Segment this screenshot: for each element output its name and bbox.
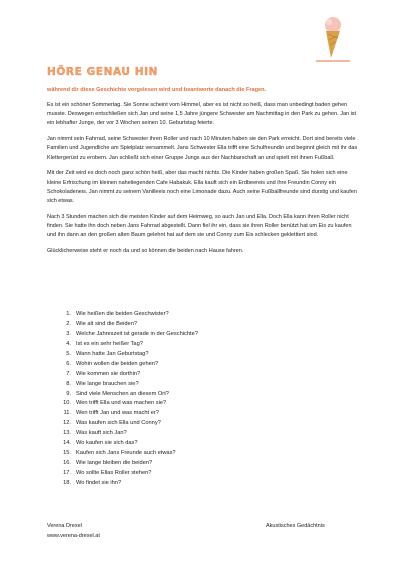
question-number: 15. [63, 450, 71, 457]
question-text: Sind viele Menschen an diesem Ort? [76, 390, 169, 397]
question-text: Wie lange bleiben die beiden? [76, 460, 153, 467]
question-number: 10. [63, 400, 71, 407]
story-paragraph: Mit der Zeit wird es doch noch ganz schön heiß, aber das macht nichts. Die Kinder haben großen Spaß. Sie holen sich eine kleine Erfrischung im kleinen naheliegenden Cafe Habakuk. Ella kauft sich ein Erdbeereis und ihre Freundin Conny ein Schokoladeneis. Jan nimmt zu seinem Vanilleeis noch eine Limonade dazu. Auch seine Fußballfreunde sind durstig und kaufen sich etwas. [47, 170, 357, 205]
story-paragraph: Glücklicherweise steht er noch da und so können die beiden nach Hause fahren. [47, 248, 244, 255]
question-number: 12. [63, 420, 71, 427]
question-number: 3. [66, 330, 71, 337]
question-text: Welche Jahreszeit ist gerade in der Geschichte? [76, 330, 198, 337]
question-list [59, 310, 319, 489]
story-text [47, 101, 359, 263]
question-number: 9. [66, 390, 71, 397]
story-paragraph: Nach 3 Stunden machen sich die meisten Kinder auf dem Heimweg, so auch Jan und Ella. Doch Ella kann ihren Roller nicht finden. Sie hatte ihn doch neben Jans Fahrrad abgestellt. Dann fiel ihr ein, dass sie ihren Roller benützt hat um Eis zu kaufen und ihn dann an den großen alten Baum gelehnt hat auf dem sie und Conny zum Eis schlecken gekletttert sind. [47, 213, 352, 239]
question-number: 1. [66, 311, 71, 317]
question-number: 14. [63, 440, 71, 447]
question-text: Wohin wollen die beiden gehen? [76, 360, 159, 367]
page-title: HÖRE GENAU HIN [47, 66, 159, 78]
question-item [59, 459, 319, 469]
question-item [59, 350, 319, 360]
question-text: Kaufen sich Jans Freunde auch etwas? [76, 450, 176, 457]
question-item [59, 439, 319, 449]
question-text: Wann hatte Jan Geburtstag? [76, 350, 149, 357]
question-number: 13. [63, 430, 71, 437]
question-number: 4. [66, 340, 71, 347]
question-text: Wie lange brauchen sie? [76, 380, 139, 387]
question-number: 5. [66, 350, 71, 357]
question-text: Wen trifft Jan und was macht er? [76, 410, 159, 417]
ice-cream-cone-icon [318, 14, 348, 62]
question-number: 17. [63, 470, 71, 476]
question-item [59, 449, 319, 459]
question-item [59, 390, 319, 400]
question-item [59, 380, 319, 390]
question-number: 16. [63, 460, 71, 467]
question-item [59, 479, 319, 489]
question-number: 11. [63, 410, 71, 417]
question-item [59, 409, 319, 419]
instruction-text: während dir diese Geschichte vorgelesen wird und beantworte danach die Fragen. [47, 87, 267, 93]
question-item [59, 330, 319, 340]
question-text: Was kaufen sich Ella und Conny? [76, 420, 161, 427]
question-number: 6. [66, 360, 71, 367]
question-item [59, 469, 319, 479]
question-item [59, 310, 319, 320]
footer-topic: Akustisches Gedächtnis [266, 523, 325, 529]
logo-underline [316, 60, 350, 62]
question-item [59, 399, 319, 409]
question-number: 7. [66, 370, 71, 377]
question-item [59, 340, 319, 350]
question-text: Wo sollte Ellas Roller stehen? [76, 470, 152, 476]
question-number: 8. [66, 380, 71, 387]
question-item [59, 320, 319, 330]
question-text: Wie kommen sie dorthin? [76, 370, 141, 377]
story-paragraph: Es ist ein schöner Sommertag. Sie Sonne scheint vom Himmel, aber es ist nicht so heiß, dass man unbedingt baden gehen musste. Deswegen entschließen sich Jan und seine 1,5 Jahre jüngere Schwester am Nachmittag in den Park zu gehen. Jan ist ein lebhafter Junge, der vor 3 Wochen seinen 10. Geburtstag feierte. [47, 102, 357, 127]
website-link[interactable]: www.verena-drexel.at [47, 533, 100, 539]
question-item [59, 419, 319, 429]
question-text: Wo findet sie ihn? [76, 479, 122, 486]
story-paragraph: Jan nimmt sein Fahrrad, seine Schwester ihren Roller und nach 10 Minuten haben sie den Park erreicht. Dort sind bereits viele Familien und Jugendliche am Spielplatz versammelt. Jans Schwester Ella trifft eine Schulfreundin und beginnt gleich mit ihr das Klettergerüst zu erobern. Jan schließt sich einer Gruppe Jungs aus der Nachbarschaft an und spielt mit ihnen Fußball. [47, 136, 358, 161]
author-name: Verena Drexel [47, 523, 82, 529]
question-number: 2. [66, 320, 71, 327]
question-text: Wie alt sind die Beiden? [76, 320, 138, 327]
question-item [59, 370, 319, 380]
question-number: 18. [63, 479, 71, 486]
footer-author-block [47, 521, 100, 541]
question-text: Wo kaufen sie sich das? [76, 440, 138, 447]
question-item [59, 360, 319, 370]
question-text: Ist es ein sehr heißer Tag? [76, 340, 143, 347]
question-text: Wen trifft Ella und was machen sie? [76, 400, 167, 407]
question-text: Was kauft sich Jan? [76, 430, 127, 437]
question-text: Wie heißen die beiden Geschwister? [76, 311, 169, 317]
question-item [59, 429, 319, 439]
